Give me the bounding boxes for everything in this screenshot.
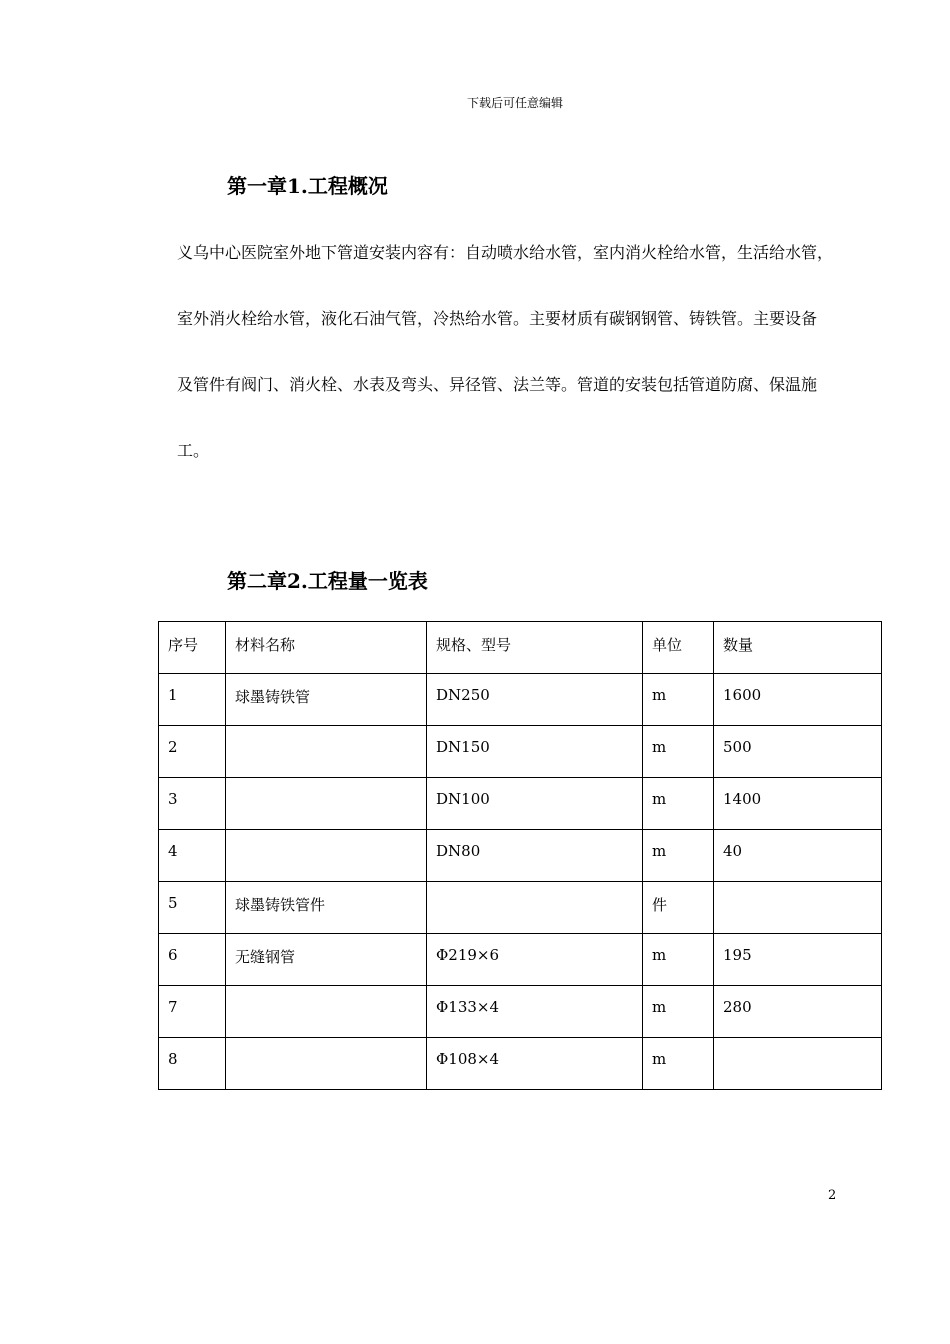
paragraph-line: 工。: [177, 441, 210, 460]
table-cell: m: [643, 1038, 714, 1090]
header-cell-quantity: 数量: [714, 622, 882, 674]
header-cell-index: 序号: [159, 622, 226, 674]
chapter-2-title: 第二章2.工程量一览表: [227, 569, 428, 593]
table-cell: 6: [159, 934, 226, 986]
table-cell: DN150: [427, 726, 643, 778]
table-row: [159, 882, 882, 934]
table-cell: 40: [714, 830, 882, 882]
table-row: [159, 674, 882, 726]
table-cell: 球墨铸铁管件: [226, 882, 427, 934]
table-cell: 195: [714, 934, 882, 986]
table-cell: m: [643, 726, 714, 778]
table-cell: 280: [714, 986, 882, 1038]
paragraph-line: 义乌中心医院室外地下管道安装内容有：自动喷水给水管，室内消火栓给水管，生活给水管，: [177, 243, 834, 262]
header-cell-spec: 规格、型号: [427, 622, 643, 674]
header-cell-material: 材料名称: [226, 622, 427, 674]
table-cell: m: [643, 778, 714, 830]
table-row: [159, 986, 882, 1038]
table-cell: 8: [159, 1038, 226, 1090]
chapter-1-title: 第一章1.工程概况: [227, 174, 388, 198]
table-row: [159, 778, 882, 830]
table-cell: Φ108×4: [427, 1038, 643, 1090]
table-cell: [226, 830, 427, 882]
table-header-row: [159, 622, 882, 674]
table-cell: [226, 1038, 427, 1090]
table-cell: 1: [159, 674, 226, 726]
paragraph-line: 室外消火栓给水管，液化石油气管，冷热给水管。主要材质有碳钢钢管、铸铁管。主要设备: [177, 309, 818, 328]
table-cell: DN100: [427, 778, 643, 830]
table-cell: 2: [159, 726, 226, 778]
table-cell: m: [643, 934, 714, 986]
table-cell: [714, 882, 882, 934]
table-cell: DN250: [427, 674, 643, 726]
table-row: [159, 1038, 882, 1090]
table-cell: [714, 1038, 882, 1090]
table-cell: 件: [643, 882, 714, 934]
quantity-table: [158, 621, 882, 1090]
table-row: [159, 830, 882, 882]
table-cell: 1400: [714, 778, 882, 830]
table-row: [159, 726, 882, 778]
table-cell: [226, 986, 427, 1038]
paragraph-line: 及管件有阀门、消火栓、水表及弯头、异径管、法兰等。管道的安装包括管道防腐、保温施: [177, 375, 818, 394]
table-cell: DN80: [427, 830, 643, 882]
table-cell: 5: [159, 882, 226, 934]
table-cell: Φ133×4: [427, 986, 643, 1038]
table-cell: Φ219×6: [427, 934, 643, 986]
table-cell: 球墨铸铁管: [226, 674, 427, 726]
table-cell: [226, 778, 427, 830]
table-cell: m: [643, 830, 714, 882]
table-cell: 无缝钢管: [226, 934, 427, 986]
table-cell: 4: [159, 830, 226, 882]
table-cell: m: [643, 674, 714, 726]
table-cell: 1600: [714, 674, 882, 726]
table-cell: 500: [714, 726, 882, 778]
page-header: 下载后可任意编辑: [466, 96, 563, 110]
header-cell-unit: 单位: [643, 622, 714, 674]
table-cell: m: [643, 986, 714, 1038]
page-number: 2: [828, 1188, 837, 1203]
table-row: [159, 934, 882, 986]
table-cell: 7: [159, 986, 226, 1038]
table-cell: [226, 726, 427, 778]
table-cell: 3: [159, 778, 226, 830]
table-cell: [427, 882, 643, 934]
